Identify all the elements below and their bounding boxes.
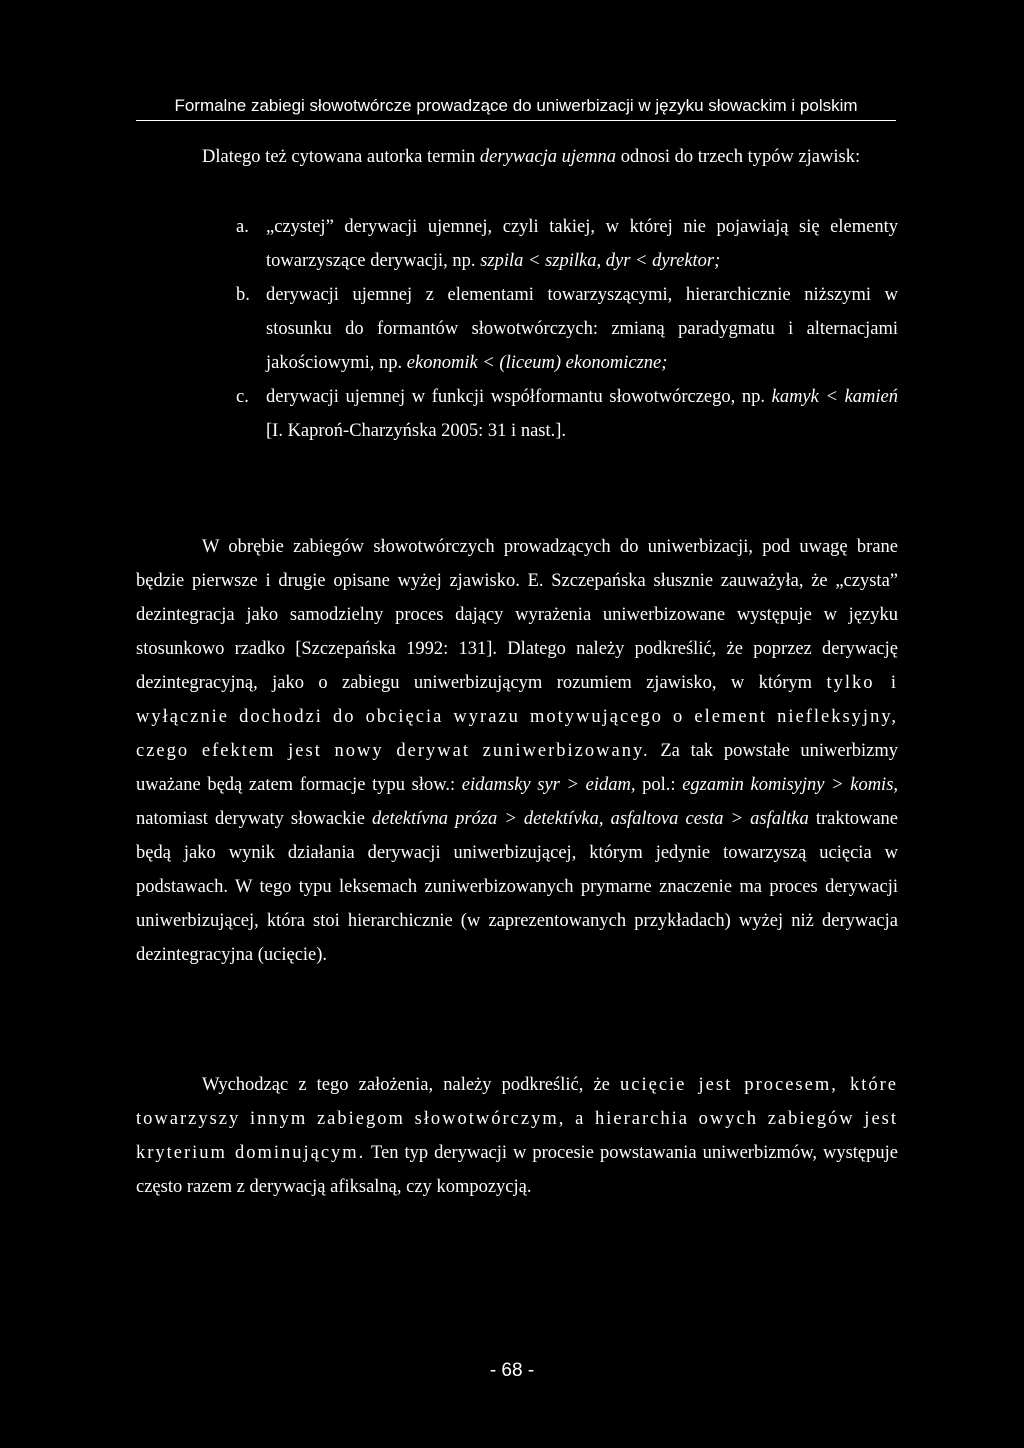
list-item: b. derywacji ujemnej z elementami towarzyszącymi, hierarchicznie niższymi w stosunku do formantów słowotwórczych: zmianą paradygmatu i alternacjami jakościowymi, np. ekonomik < (liceum) ekonomiczne; [236,278,898,380]
list-item: a. „czystej” derywacji ujemnej, czyli takiej, w której nie pojawiają się elementy towarzyszące derywacji, np. szpila < szpilka, dyr < dyrektor; [236,210,898,278]
derivation-types-list [236,210,898,448]
intro-paragraph: Dlatego też cytowana autorka termin derywacja ujemna odnosi do trzech typów zjawisk: [202,147,861,167]
list-item: c. derywacji ujemnej w funkcji współformantu słowotwórczego, np. kamyk < kamień [I. Kaproń-Charzyńska 2005: 31 i nast.]. [236,380,898,448]
list-marker: b. [236,285,250,305]
page-number: - 68 - [489,1360,535,1381]
spaced-emphasis: tylko i wyłącznie dochodzi do obcięcia wyrazu motywującego o element niefleksyjny, czego efektem jest nowy derywat zuniwerbizowany. [136,673,898,761]
running-header: Formalne zabiegi słowotwórcze prowadzące do uniwerbizacji w języku słowackim i polskim [136,96,896,121]
spaced-emphasis: ucięcie jest procesem, które towarzyszy innym zabiegom słowotwórczym, a hierarchia owych zabiegów jest kryterium dominującym. [136,1075,898,1163]
list-marker: a. [236,217,249,237]
term-emphasis: derywacja ujemna [479,147,617,167]
list-marker: c. [236,387,249,407]
body-paragraph: W obrębie zabiegów słowotwórczych prowadzących do uniwerbizacji, pod uwagę brane będzie pierwsze i drugie opisane wyżej zjawisko. E. Szczepańska słusznie zauważyła, że „czysta” dezintegracja jako samodzielny proces dający wyrażenia uniwerbizowane występuje w języku stosunkowo rzadko [Szczepańska 1992: 131]. Dlatego należy podkreślić, że poprzez derywację dezintegracyjną, jako o zabiegu uniwerbizującym rozumiem zjawisko, w którym tylko i wyłącznie dochodzi do obcięcia wyrazu motywującego o element niefleksyjny, czego efektem jest nowy derywat zuniwerbizowany. Za tak powstałe uniwerbizmy uważane będą zatem formacje typu słow.: eidamsky syr > eidam, pol.: egzamin komisyjny > komis, natomiast derywaty słowackie detektívna próza > detektívka, asfaltova cesta > asfaltka traktowane będą jako wynik działania derywacji uniwerbizującej, którym jedynie towarzyszą ucięcia w podstawach. W tego typu leksemach zuniwerbizowanych prymarne znaczenie ma proces derywacji uniwerbizującej, która stoi hierarchicznie (w zaprezentowanych przykładach) wyżej niż derywacja dezintegracyjna (ucięcie). [136,537,899,965]
body-paragraph: Wychodząc z tego założenia, należy podkreślić, że ucięcie jest procesem, które towarzyszy innym zabiegom słowotwórczym, a hierarchia owych zabiegów jest kryterium dominującym. Ten typ derywacji w procesie powstawania uniwerbizmów, występuje często razem z derywacją afiksalną, czy kompozycją. [136,1075,898,1197]
